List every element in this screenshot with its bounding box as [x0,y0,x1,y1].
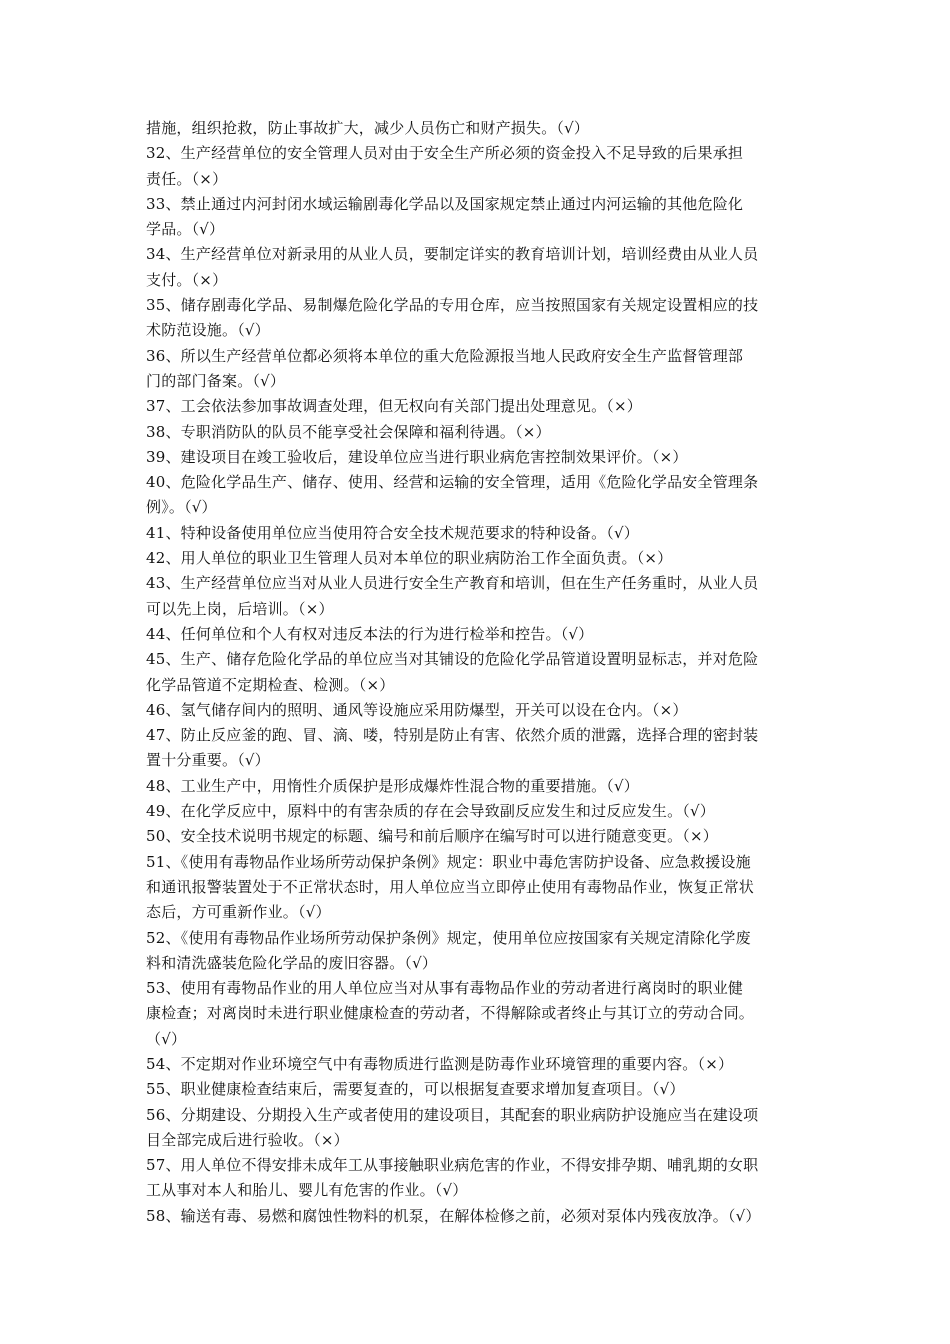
text-line: 56、分期建设、分期投入生产或者使用的建设项目，其配套的职业病防护设施应当在建设项 [146,1105,759,1124]
text-line: 44、任何单位和个人有权对违反本法的行为进行检举和控告。（√） [146,624,594,643]
text-line: 术防范设施。（√） [146,321,270,340]
text-line: 54、不定期对作业环境空气中有毒物质进行监测是防毒作业环境管理的重要内容。（×） [146,1054,734,1073]
text-line: 41、特种设备使用单位应当使用符合安全技术规范要求的特种设备。（√） [146,523,639,542]
text-line: 32、生产经营单位的安全管理人员对由于安全生产所必须的资金投入不足导致的后果承担 [146,144,744,163]
text-line: 45、生产、储存危险化学品的单位应当对其铺设的危险化学品管道设置明显标志，并对危险 [146,650,759,669]
text-line: 门的部门备案。（√） [146,371,286,390]
text-line: 46、氢气储存间内的照明、通风等设施应采用防爆型，开关可以设在仓内。（×） [146,700,688,719]
text-line: 例》。（√） [146,498,217,517]
text-line: 51、《使用有毒物品作业场所劳动保护条例》规定：职业中毒危害防护设备、应急救援设施 [146,852,751,871]
text-line: 态后，方可重新作业。（√） [146,903,331,922]
text-line: 34、生产经营单位对新录用的从业人员，要制定详实的教育培训计划，培训经费由从业人员 [146,245,759,264]
text-line: 工从事对本人和胎儿、婴儿有危害的作业。（√） [146,1181,468,1200]
text-line: 39、建设项目在竣工验收后，建设单位应当进行职业病危害控制效果评价。（×） [146,447,688,466]
text-line: 43、生产经营单位应当对从业人员进行安全生产教育和培训，但在生产任务重时，从业人员 [146,574,759,593]
text-line: 53、使用有毒物品作业的用人单位应当对从事有毒物品作业的劳动者进行离岗时的职业健 [146,979,744,998]
text-line: 57、用人单位不得安排未成年工从事接触职业病危害的作业，不得安排孕期、哺乳期的女职 [146,1156,759,1175]
text-line: 49、在化学反应中，原料中的有害杂质的存在会导致副反应发生和过反应发生。（√） [146,802,715,821]
text-line: 38、专职消防队的队员不能享受社会保障和福利待遇。（×） [146,422,551,441]
text-line: 55、职业健康检查结束后，需要复查的，可以根据复查要求增加复查项目。（√） [146,1080,685,1099]
text-line: 学品。（√） [146,220,225,239]
text-line: 37、工会依法参加事故调查处理，但无权向有关部门提出处理意见。（×） [146,397,642,416]
text-line: 责任。（×） [146,169,228,188]
text-line: 47、防止反应釜的跑、冒、滴、喽，特别是防止有害、依然介质的泄露，选择合理的密封装 [146,726,759,745]
text-line: 可以先上岗，后培训。（×） [146,599,334,618]
text-line: 料和清洗盛装危险化学品的废旧容器。（√） [146,953,438,972]
text-line: （√） [146,1029,187,1048]
text-line: 36、所以生产经营单位都必须将本单位的重大危险源报当地人民政府安全生产监督管理部 [146,346,744,365]
text-line: 35、储存剧毒化学品、易制爆危险化学品的专用仓库，应当按照国家有关规定设置相应的技 [146,296,759,315]
text-line: 化学品管道不定期检查、检测。（×） [146,675,395,694]
text-line: 40、危险化学品生产、储存、使用、经营和运输的安全管理，适用《危险化学品安全管理条 [146,473,759,492]
text-line: 33、禁止通过内河封闭水域运输剧毒化学品以及国家规定禁止通过内河运输的其他危险化 [146,194,744,213]
document-body [146,116,814,1229]
text-line: 52、《使用有毒物品作业场所劳动保护条例》规定，使用单位应按国家有关规定清除化学废 [146,928,751,947]
text-line: 置十分重要。（√） [146,751,270,770]
text-line: 58、输送有毒、易燃和腐蚀性物料的机泵，在解体检修之前，必须对泵体内残夜放净。（√） [146,1206,761,1225]
text-line: 支付。（×） [146,270,228,289]
text-line: 和通讯报警装置处于不正常状态时，用人单位应当立即停止使用有毒物品作业，恢复正常状 [146,877,755,896]
text-line: 48、工业生产中，用惰性介质保护是形成爆炸性混合物的重要措施。（√） [146,776,639,795]
text-line: 措施，组织抢救，防止事故扩大，减少人员伤亡和财产损失。（√） [146,119,590,137]
text-line: 目全部完成后进行验收。（×） [146,1130,349,1149]
text-line: 42、用人单位的职业卫生管理人员对本单位的职业病防治工作全面负责。（×） [146,549,673,568]
text-line: 50、安全技术说明书规定的标题、编号和前后顺序在编写时可以进行随意变更。（×） [146,827,718,846]
text-line: 康检查；对离岗时未进行职业健康检查的劳动者，不得解除或者终止与其订立的劳动合同。 [146,1004,755,1023]
